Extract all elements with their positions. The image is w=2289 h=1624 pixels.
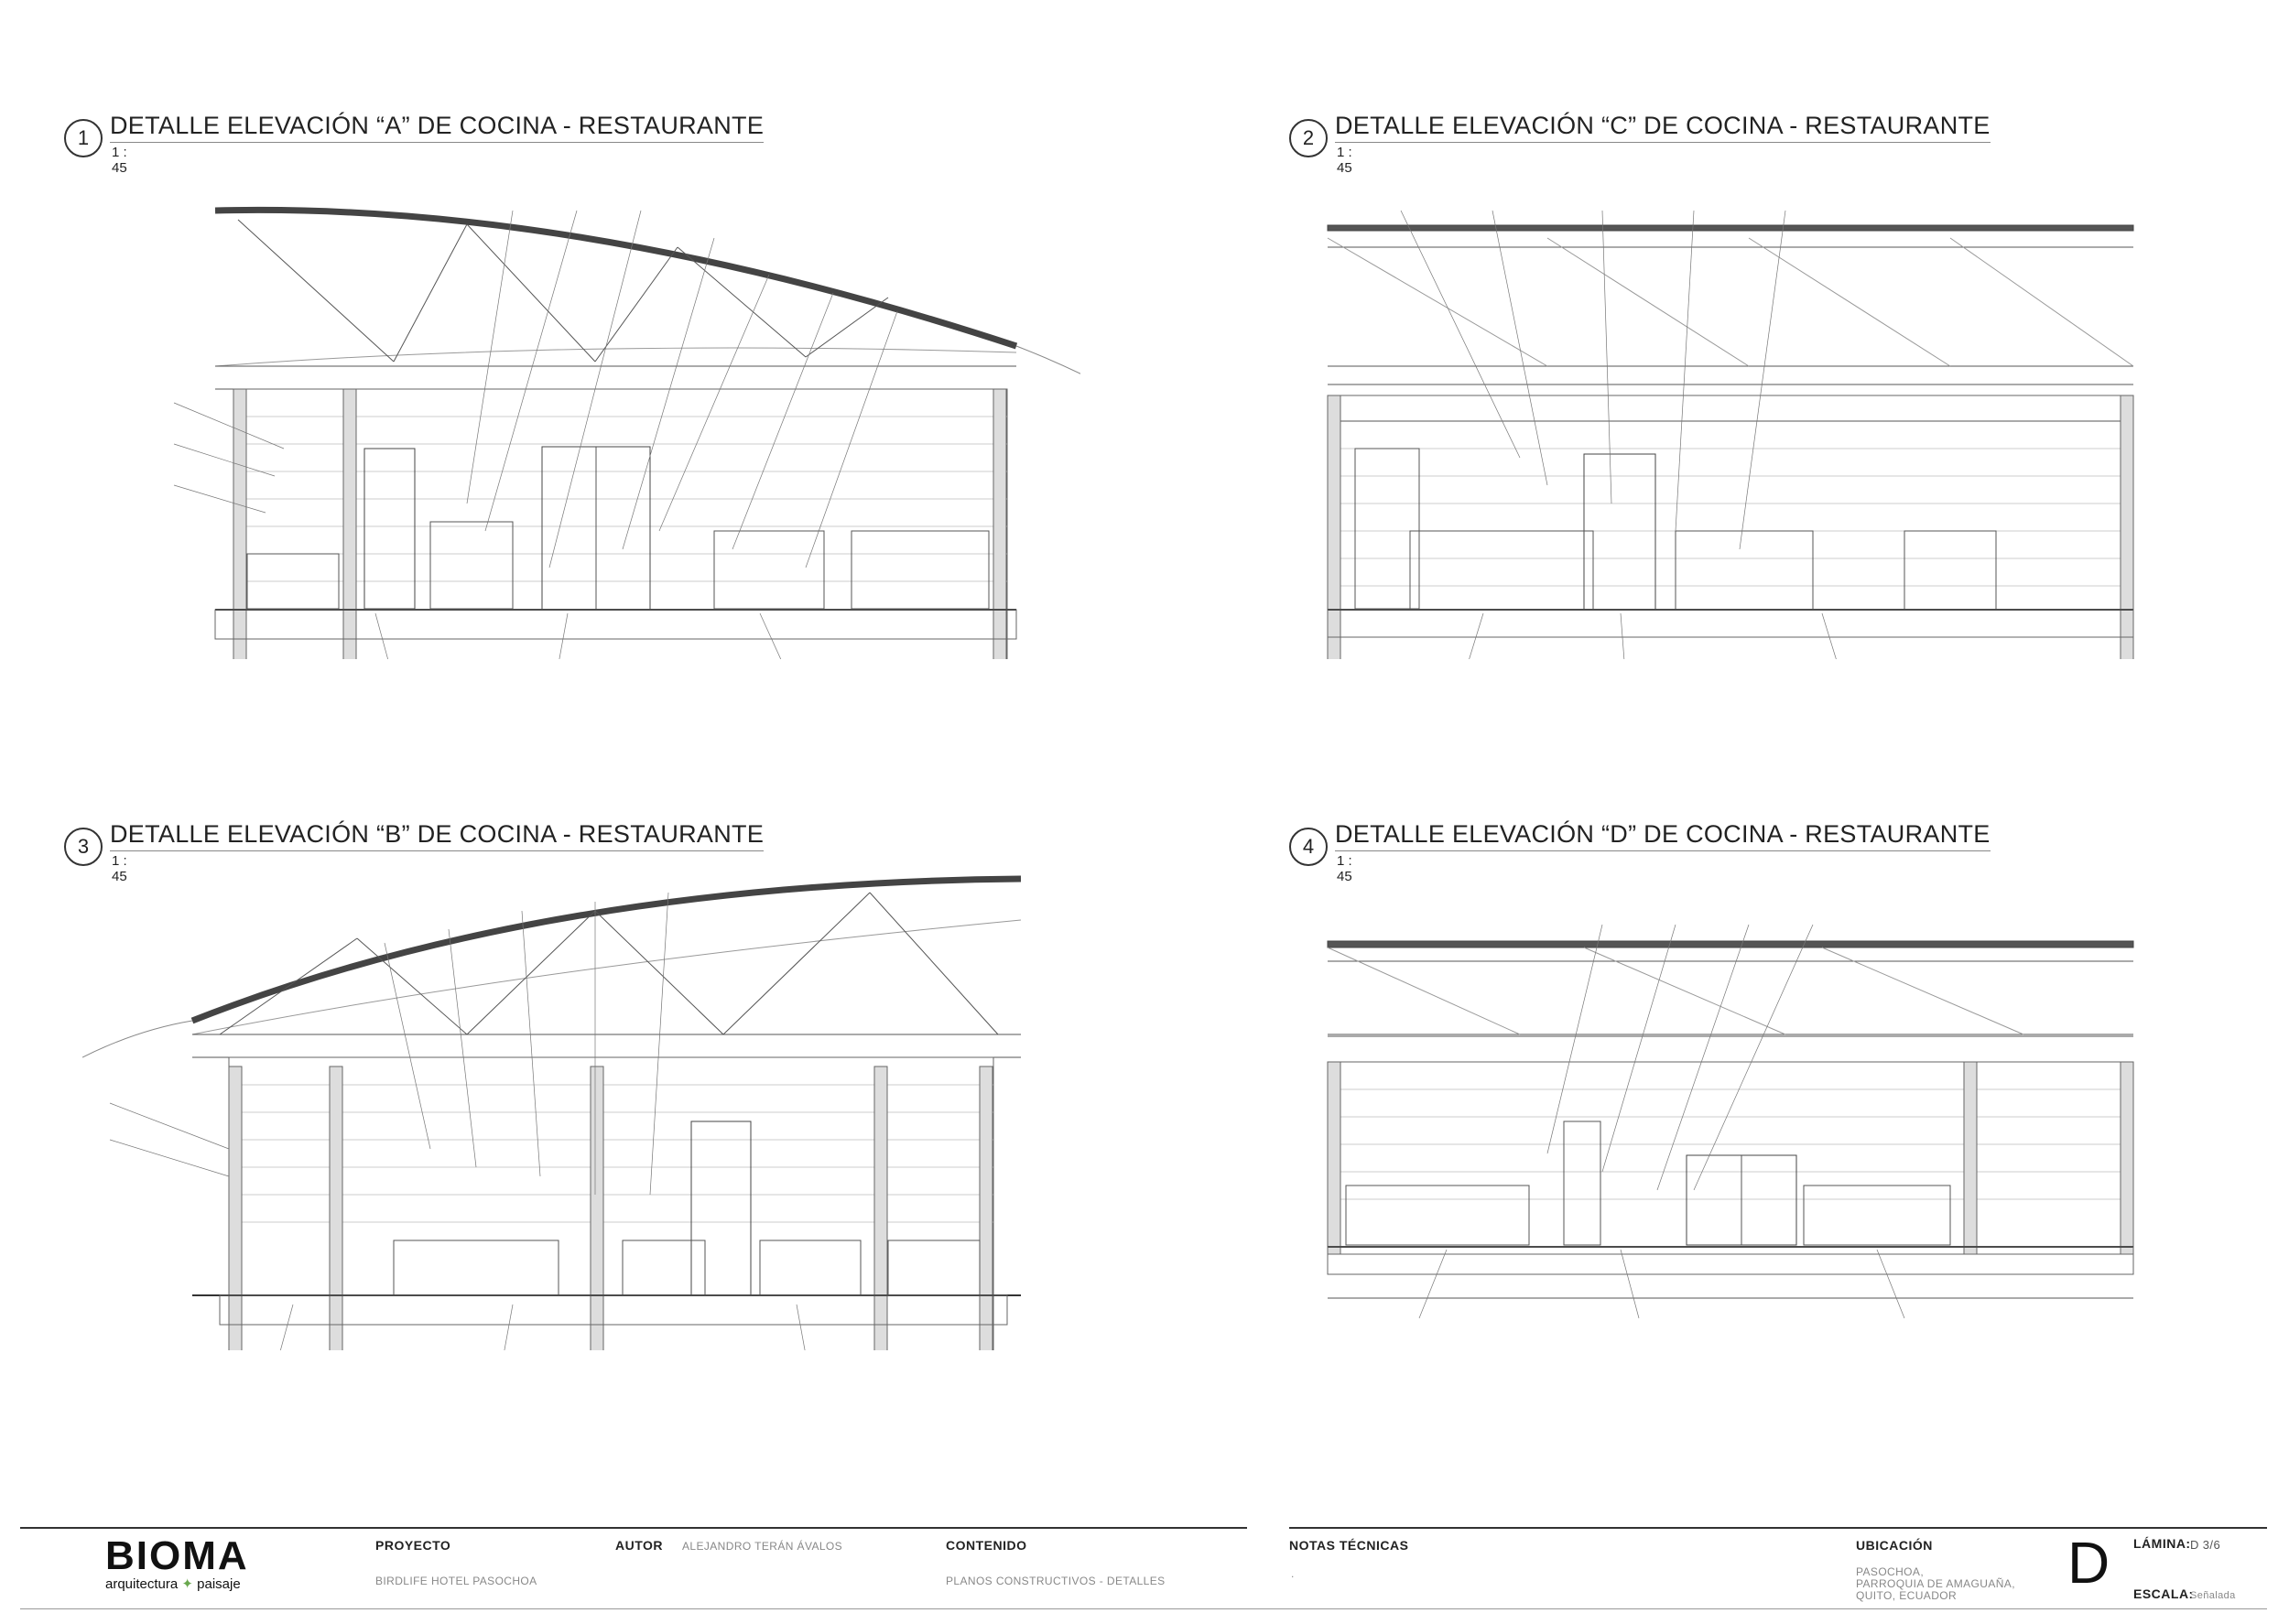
ubicacion-line-1: PASOCHOA, (1856, 1565, 1925, 1578)
drawing-number: 1 (64, 119, 103, 157)
brand-name: BIOMA (105, 1533, 249, 1578)
elevation-c-drawing (1309, 183, 2170, 659)
sheet-letter: D (2067, 1530, 2110, 1596)
lamina-label: LÁMINA: (2133, 1536, 2191, 1551)
drawing-title-text: DETALLE ELEVACIÓN “D” DE COCINA - RESTAURANTE (1335, 820, 1991, 851)
ubicacion-line-2: PARROQUIA DE AMAGUAÑA, (1856, 1577, 2015, 1590)
escala-label: ESCALA: (2133, 1586, 2194, 1601)
ubicacion-line-3: QUITO, ECUADOR (1856, 1589, 1958, 1602)
drawing-title-text: DETALLE ELEVACIÓN “A” DE COCINA - RESTAURANTE (110, 112, 764, 143)
brand-tag-a: arquitectura (105, 1576, 179, 1592)
escala-value: Señalada (2190, 1590, 2236, 1601)
lamina-value: D 3/6 (2190, 1538, 2221, 1552)
drawing-number: 3 (64, 828, 103, 866)
contenido-label: CONTENIDO (946, 1538, 1027, 1553)
notas-value: . (1291, 1567, 1295, 1580)
brand-logo (105, 1533, 249, 1592)
elevation-b-drawing (82, 874, 1090, 1350)
contenido-value: PLANOS CONSTRUCTIVOS - DETALLES (946, 1575, 1166, 1587)
leaf-icon: ✦ (181, 1576, 193, 1592)
drawing-number: 4 (1289, 828, 1328, 866)
elevation-a-drawing (165, 183, 1080, 659)
proyecto-value: BIRDLIFE HOTEL PASOCHOA (375, 1575, 537, 1587)
drawing-scale: 1 : 45 (1337, 145, 1352, 176)
ubicacion-label: UBICACIÓN (1856, 1538, 1933, 1553)
drawing-scale: 1 : 45 (112, 145, 127, 176)
brand-tagline (105, 1575, 249, 1592)
drawing-scale: 1 : 45 (112, 853, 127, 884)
titleblock-bottom-rule (20, 1608, 2267, 1609)
titleblock-rule (1289, 1527, 2168, 1529)
brand-tag-b: paisaje (197, 1576, 241, 1592)
notas-label: NOTAS TÉCNICAS (1289, 1538, 1409, 1553)
autor-value: ALEJANDRO TERÁN ÁVALOS (682, 1540, 843, 1553)
elevation-d-drawing (1309, 915, 2170, 1355)
titleblock-rule (20, 1527, 1247, 1529)
drawing-scale: 1 : 45 (1337, 853, 1352, 884)
drawing-number: 2 (1289, 119, 1328, 157)
autor-label: AUTOR (615, 1538, 664, 1553)
drawing-title-text: DETALLE ELEVACIÓN “C” DE COCINA - RESTAURANTE (1335, 112, 1991, 143)
proyecto-label: PROYECTO (375, 1538, 451, 1553)
drawing-title-text: DETALLE ELEVACIÓN “B” DE COCINA - RESTAURANTE (110, 820, 764, 851)
